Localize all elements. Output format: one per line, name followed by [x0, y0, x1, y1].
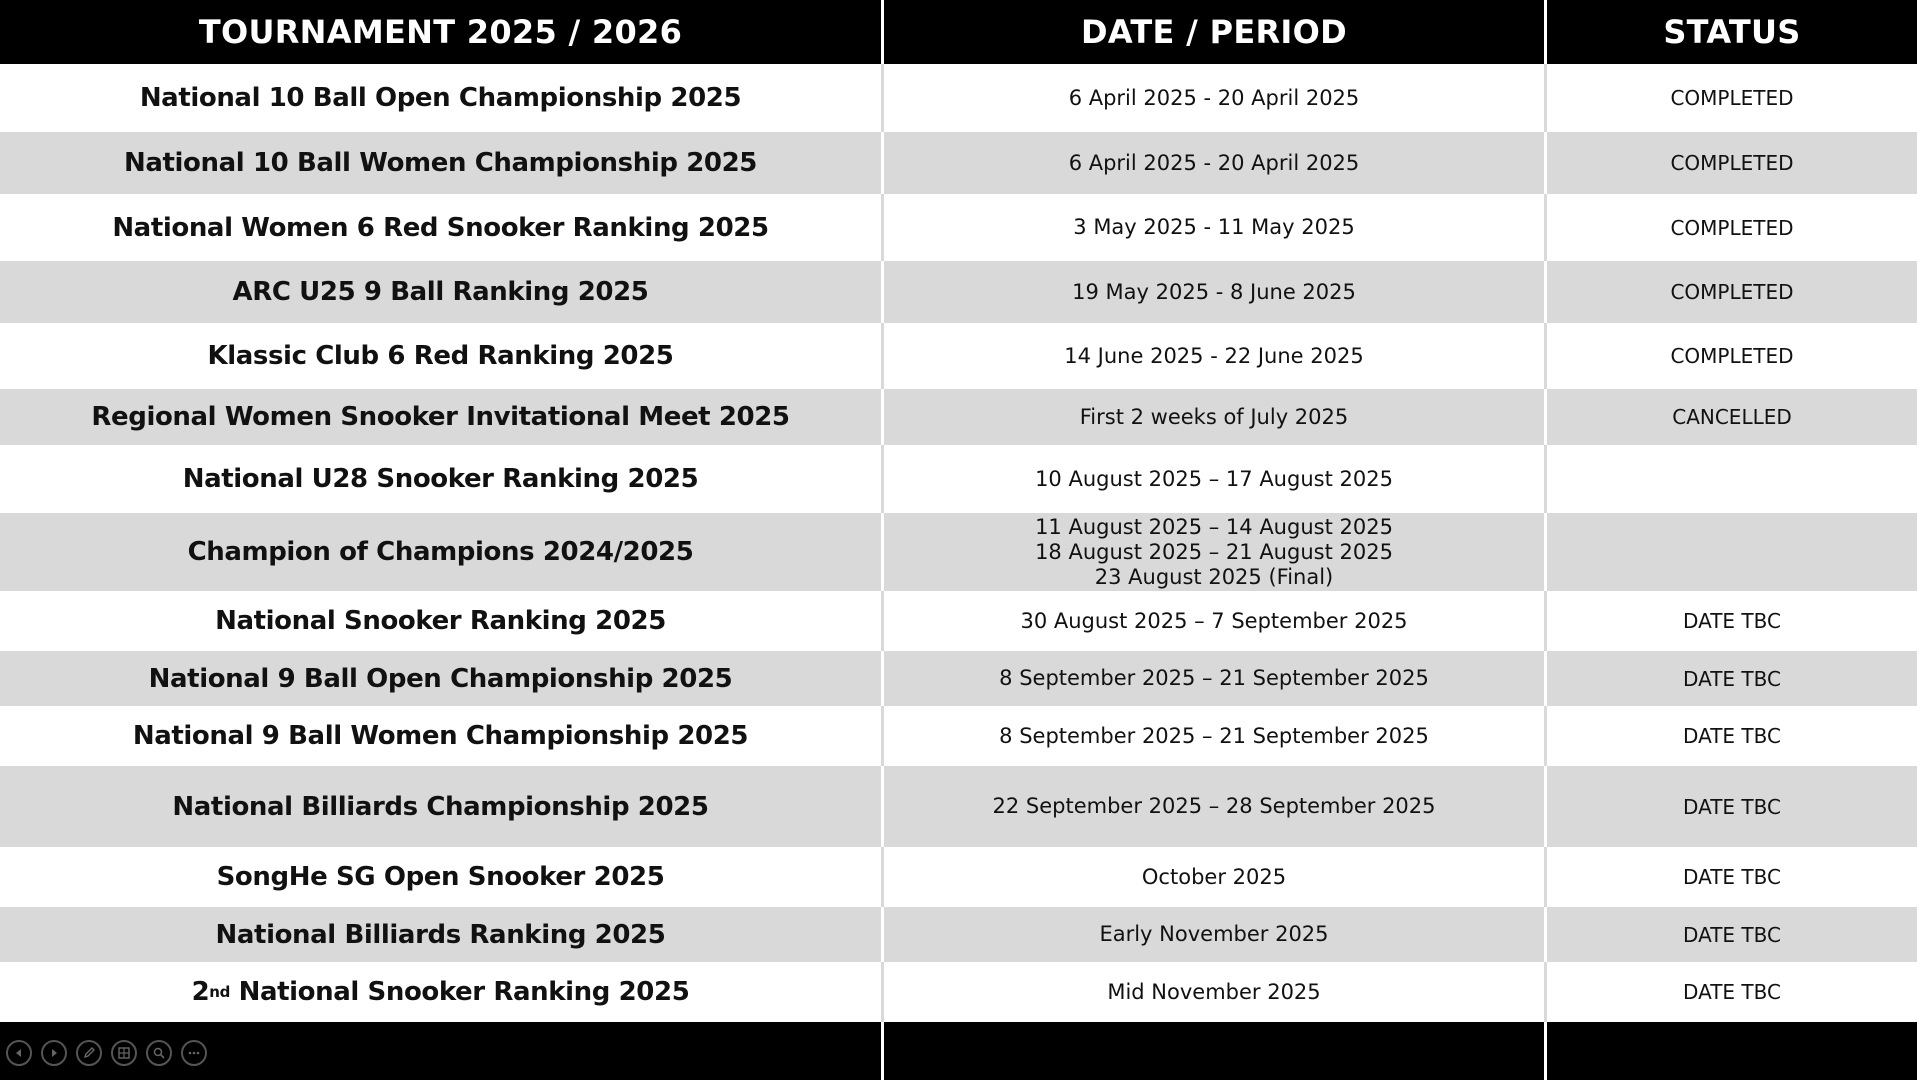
tournament-name: Champion of Champions 2024/2025 [0, 513, 884, 591]
tournament-name: National U28 Snooker Ranking 2025 [0, 445, 884, 513]
tournament-status: CANCELLED [1547, 389, 1917, 445]
tournament-name: National Billiards Championship 2025 [0, 766, 884, 847]
tournament-date [884, 651, 1547, 706]
tournament-date [884, 389, 1547, 445]
tournament-date [884, 706, 1547, 766]
tournament-name: National 9 Ball Women Championship 2025 [0, 706, 884, 766]
tournament-name-text: National Snooker Ranking 2025 [238, 977, 690, 1007]
tournament-name: National 10 Ball Women Championship 2025 [0, 132, 884, 194]
tournament-date [884, 847, 1547, 907]
date-line: 6 April 2025 - 20 April 2025 [1068, 150, 1360, 175]
date-line: 30 August 2025 – 7 September 2025 [1020, 608, 1408, 633]
header-date-period: DATE / PERIOD [884, 0, 1547, 64]
zoom-button[interactable] [146, 1040, 172, 1066]
date-line: 18 August 2025 – 21 August 2025 [1035, 539, 1393, 564]
slides-grid-icon [117, 1046, 131, 1060]
date-line: 8 September 2025 – 21 September 2025 [999, 723, 1429, 748]
date-line: 19 May 2025 - 8 June 2025 [1072, 279, 1356, 304]
next-slide-icon [47, 1046, 61, 1060]
date-line: 14 June 2025 - 22 June 2025 [1064, 343, 1364, 368]
footer-bar [884, 1022, 1547, 1080]
previous-slide-button[interactable] [6, 1040, 32, 1066]
date-line: Mid November 2025 [1107, 979, 1321, 1004]
tournament-status: DATE TBC [1547, 962, 1917, 1022]
header-status: STATUS [1547, 0, 1917, 64]
more-options-button[interactable] [181, 1040, 207, 1066]
tournament-status: DATE TBC [1547, 591, 1917, 651]
tournament-status: COMPLETED [1547, 261, 1917, 323]
tournament-name: Regional Women Snooker Invitational Meet 2025 [0, 389, 884, 445]
tournament-status: DATE TBC [1547, 706, 1917, 766]
date-line: 3 May 2025 - 11 May 2025 [1073, 215, 1355, 239]
tournament-status: COMPLETED [1547, 132, 1917, 194]
date-line: 10 August 2025 – 17 August 2025 [1035, 466, 1393, 491]
next-slide-button[interactable] [41, 1040, 67, 1066]
tournament-status: DATE TBC [1547, 907, 1917, 962]
tournament-date [884, 513, 1547, 591]
tournament-date [884, 64, 1547, 132]
tournament-date [884, 323, 1547, 389]
tournament-date [884, 194, 1547, 261]
tournament-status: DATE TBC [1547, 766, 1917, 847]
date-line: 11 August 2025 – 14 August 2025 [1035, 514, 1393, 539]
tournament-status: DATE TBC [1547, 651, 1917, 706]
tournament-name: National 10 Ball Open Championship 2025 [0, 64, 884, 132]
tournament-date [884, 445, 1547, 513]
more-options-icon [187, 1046, 201, 1060]
tournament-date [884, 261, 1547, 323]
tournament-date [884, 766, 1547, 847]
previous-slide-icon [12, 1046, 26, 1060]
tournament-status: DATE TBC [1547, 847, 1917, 907]
slides-grid-button[interactable] [111, 1040, 137, 1066]
footer-bar [1547, 1022, 1917, 1080]
date-line: 23 August 2025 (Final) [1094, 564, 1334, 589]
slideshow-controls [6, 1040, 207, 1066]
tournament-date [884, 962, 1547, 1022]
date-line: 8 September 2025 – 21 September 2025 [999, 666, 1429, 690]
header-tournament: TOURNAMENT 2025 / 2026 [0, 0, 884, 64]
tournament-date [884, 907, 1547, 962]
zoom-icon [152, 1046, 166, 1060]
tournament-name: ARC U25 9 Ball Ranking 2025 [0, 261, 884, 323]
date-line: Early November 2025 [1099, 922, 1329, 946]
date-line: 22 September 2025 – 28 September 2025 [992, 794, 1436, 818]
tournament-name: National Snooker Ranking 2025 [0, 591, 884, 651]
ordinal-number: 2 [191, 977, 210, 1007]
tournament-date [884, 591, 1547, 651]
tournament-status [1547, 513, 1917, 591]
tournament-name: National Women 6 Red Snooker Ranking 2025 [0, 194, 884, 261]
date-line: First 2 weeks of July 2025 [1079, 404, 1349, 429]
tournament-name: National 9 Ball Open Championship 2025 [0, 651, 884, 706]
tournament-name: SongHe SG Open Snooker 2025 [0, 847, 884, 907]
tournament-status: COMPLETED [1547, 64, 1917, 132]
tournament-name: National Billiards Ranking 2025 [0, 907, 884, 962]
tournament-date [884, 132, 1547, 194]
tournament-name: 2 nd National Snooker Ranking 2025 [0, 962, 884, 1022]
tournament-status: COMPLETED [1547, 194, 1917, 261]
pen-button[interactable] [76, 1040, 102, 1066]
pen-icon [82, 1046, 96, 1060]
date-line: 6 April 2025 - 20 April 2025 [1068, 85, 1360, 110]
tournament-name: Klassic Club 6 Red Ranking 2025 [0, 323, 884, 389]
tournament-status: COMPLETED [1547, 323, 1917, 389]
tournament-status [1547, 445, 1917, 513]
date-line: October 2025 [1141, 864, 1287, 889]
